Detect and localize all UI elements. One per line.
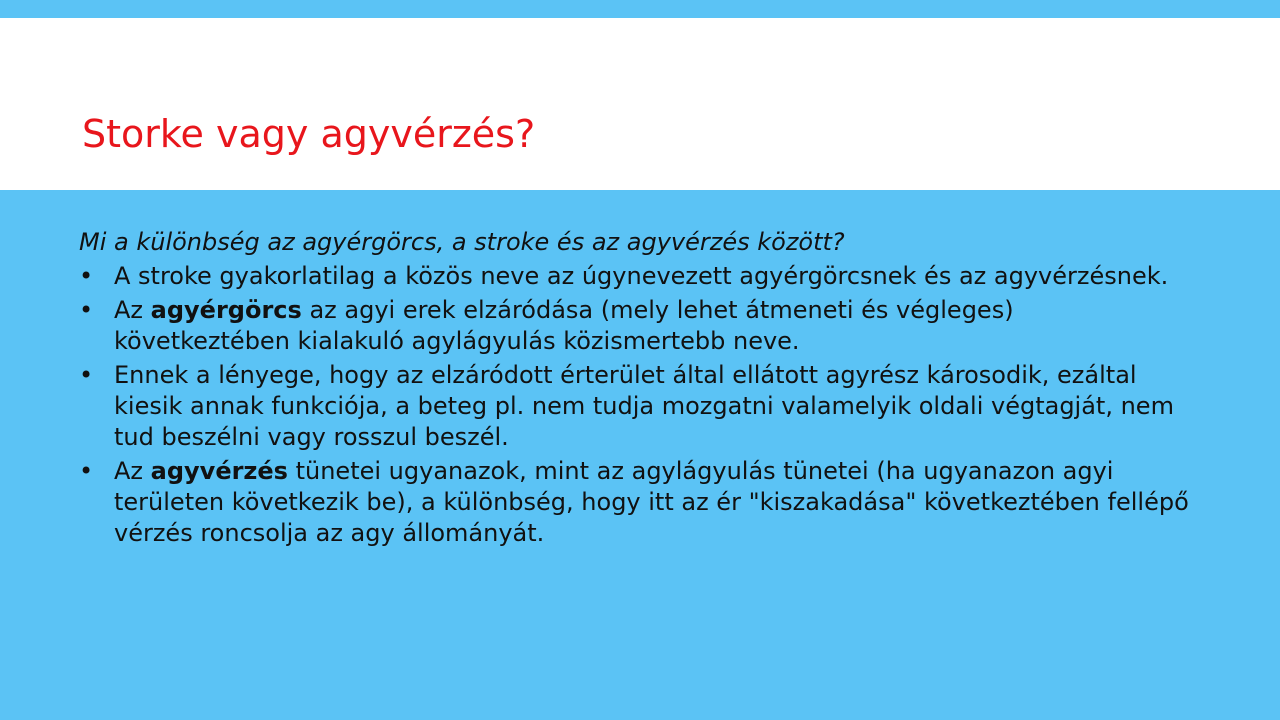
bullet-item: [79, 456, 1189, 549]
bullet-text-before: Az: [114, 296, 151, 324]
bullet-dot-icon: •: [79, 361, 94, 389]
question-line: Mi a különbség az agyérgörcs, a stroke és az agyvérzés között?: [79, 228, 845, 256]
slide-content: [79, 227, 1189, 552]
bullet-text-before: Az: [114, 457, 151, 485]
bullet-keyword: agyvérzés: [150, 457, 288, 485]
bullet-text-after: az agyi erek elzáródása (mely lehet átmeneti és végleges) következtében kialakuló agylágyulás közismertebb neve.: [114, 296, 1014, 355]
bullet-item: [79, 261, 1189, 292]
bullet-keyword: agyérgörcs: [150, 296, 302, 324]
bullet-dot-icon: •: [79, 457, 94, 485]
bullet-text-after: tünetei ugyanazok, mint az agylágyulás tünetei (ha ugyanazon agyi területen következik be), a különbség, hogy itt az ér "kiszakadása" következtében fellépő vérzés roncsolja az agy állományát.: [114, 457, 1189, 547]
bullet-text: A stroke gyakorlatilag a közös neve az úgynevezett agyérgörcsnek és az agyvérzésnek.: [114, 262, 1169, 290]
bullet-item: [79, 360, 1189, 453]
slide-title: Storke vagy agyvérzés?: [82, 112, 536, 156]
bullet-text: Ennek a lényege, hogy az elzáródott érterület által ellátott agyrész károsodik, ezáltal kiesik annak funkciója, a beteg pl. nem tudja mozgatni valamelyik oldali végtagját, nem tud beszélni vagy rosszul beszél.: [114, 361, 1174, 451]
bullet-item: [79, 295, 1189, 357]
bullet-list: [79, 261, 1189, 549]
bullet-dot-icon: •: [79, 296, 94, 324]
bullet-dot-icon: •: [79, 262, 94, 290]
title-band: [0, 18, 1280, 190]
top-accent-strip: [0, 0, 1280, 18]
